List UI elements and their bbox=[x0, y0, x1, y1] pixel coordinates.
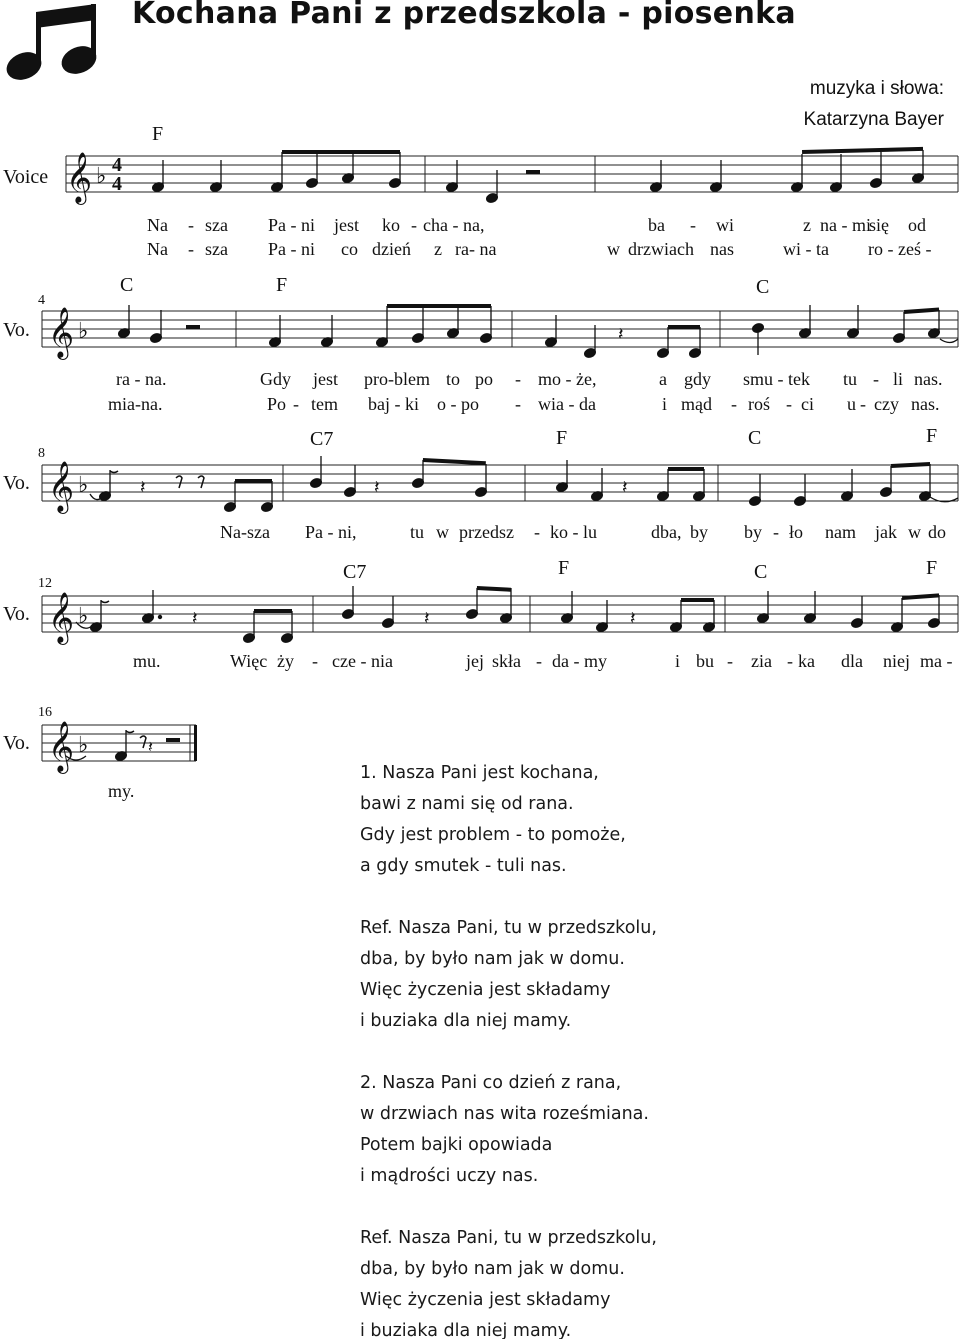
chord-symbol: F bbox=[558, 557, 570, 579]
lyric-syllable: tu bbox=[843, 369, 858, 389]
svg-text:𝄽: 𝄽 bbox=[622, 477, 628, 498]
lyric-syllable: smu - tek bbox=[743, 369, 810, 389]
stanza bbox=[360, 913, 657, 1037]
page-title: Kochana Pani z przedszkola - piosenka bbox=[132, 0, 796, 31]
stanza-line: Ref. Nasza Pani, tu w przedszkolu, bbox=[360, 1228, 657, 1248]
lyric-syllable: sza bbox=[205, 239, 228, 259]
chord-symbol: C7 bbox=[343, 561, 367, 583]
chord-symbol: F bbox=[556, 427, 568, 449]
stanza-line: w drzwiach nas wita roześmiana. bbox=[360, 1104, 649, 1124]
music-note-icon bbox=[4, 2, 104, 84]
lyric-syllable: a bbox=[659, 369, 667, 389]
stanza-line: Gdy jest problem - to pomoże, bbox=[360, 825, 626, 845]
lyric-syllable: nas. bbox=[911, 394, 940, 414]
lyric-syllable: dla bbox=[841, 651, 863, 671]
stanza-line: i buziaka dla niej mamy. bbox=[360, 1321, 572, 1339]
voice-label: Vo. bbox=[3, 319, 30, 341]
lyric-syllable: - bbox=[787, 651, 793, 671]
lyric-syllable: dba, bbox=[651, 522, 682, 542]
lyric-syllable: jest bbox=[334, 215, 359, 235]
lyric-syllable: drzwiach bbox=[628, 239, 694, 259]
lyric-syllable: - bbox=[773, 522, 779, 542]
measure-number: 8 bbox=[38, 446, 45, 461]
music-staff bbox=[0, 575, 960, 655]
lyric-syllable: od bbox=[908, 215, 926, 235]
chord-symbol: F bbox=[926, 425, 938, 447]
lyric-syllable: skła bbox=[492, 651, 521, 671]
lyric-syllable: da - my bbox=[552, 651, 607, 671]
lyric-syllable: i bbox=[662, 394, 668, 414]
lyric-syllable: po bbox=[475, 369, 493, 389]
stanza bbox=[360, 758, 657, 882]
svg-text:𝄽: 𝄽 bbox=[630, 608, 636, 629]
stanza-line: Więc życzenia jest składamy bbox=[360, 980, 611, 1000]
flat-icon: ♭ bbox=[78, 733, 89, 758]
lyric-syllable: - bbox=[188, 215, 194, 235]
lyric-syllable: li bbox=[893, 369, 904, 389]
svg-text:𝄽: 𝄽 bbox=[148, 737, 153, 756]
lyric-syllable: z bbox=[803, 215, 811, 235]
stanza-line: dba, by było nam jak w domu. bbox=[360, 949, 625, 969]
lyric-syllable: Pa - ni bbox=[268, 215, 315, 235]
lyric-syllable: by bbox=[690, 522, 708, 542]
voice-label: Vo. bbox=[3, 603, 30, 625]
chord-symbol: C bbox=[756, 276, 770, 298]
music-staff bbox=[0, 290, 960, 370]
lyric-syllable: - bbox=[312, 651, 318, 671]
stanza-line: dba, by było nam jak w domu. bbox=[360, 1259, 625, 1279]
lyric-syllable: baj - ki bbox=[368, 394, 419, 414]
measure-number: 4 bbox=[38, 293, 45, 308]
lyric-syllable: niej bbox=[883, 651, 910, 671]
lyric-syllable: ro - ześ - bbox=[868, 239, 932, 259]
music-staff bbox=[0, 140, 960, 220]
lyrics-text bbox=[360, 758, 657, 1339]
flat-icon: ♭ bbox=[96, 164, 107, 189]
lyric-syllable: wia - da bbox=[538, 394, 596, 414]
stanza bbox=[360, 1068, 657, 1192]
lyric-syllable: w bbox=[607, 239, 620, 259]
svg-text:4: 4 bbox=[112, 173, 122, 195]
lyric-syllable: nam bbox=[825, 522, 856, 542]
lyric-syllable: dzień bbox=[372, 239, 411, 259]
lyric-syllable: Na bbox=[147, 215, 168, 235]
chord-symbol: F bbox=[276, 274, 288, 296]
chord-symbol: C bbox=[754, 561, 768, 583]
credit-music-lyrics-label: muzyka i słowa: bbox=[809, 78, 944, 99]
lyric-syllable: - bbox=[411, 215, 417, 235]
lyric-syllable: gdy bbox=[684, 369, 711, 389]
lyric-syllable: roś bbox=[748, 394, 770, 414]
lyric-syllable: - bbox=[515, 369, 521, 389]
lyric-syllable: ra- na bbox=[455, 239, 497, 259]
lyric-syllable: co bbox=[341, 239, 358, 259]
flat-icon: ♭ bbox=[78, 473, 89, 498]
lyric-syllable: - bbox=[534, 522, 540, 542]
credit-author: Katarzyna Bayer bbox=[803, 109, 944, 130]
flat-icon: ♭ bbox=[78, 319, 89, 344]
lyric-syllable: ko bbox=[382, 215, 400, 235]
treble-clef-icon: 𝄞 bbox=[48, 592, 75, 643]
svg-text:4: 4 bbox=[112, 154, 122, 176]
treble-clef-icon: 𝄞 bbox=[66, 152, 93, 203]
lyric-syllable: do bbox=[928, 522, 946, 542]
lyric-syllable: ło bbox=[789, 522, 804, 542]
stanza-line: i mądrości uczy nas. bbox=[360, 1166, 539, 1186]
svg-text:𝄽: 𝄽 bbox=[192, 608, 198, 629]
lyric-syllable: Na bbox=[147, 239, 168, 259]
lyric-syllable: - bbox=[786, 394, 792, 414]
lyric-syllable: na - mi bbox=[820, 215, 871, 235]
lyric-syllable: ko - lu bbox=[550, 522, 597, 542]
lyric-syllable: by bbox=[744, 522, 762, 542]
stanza-line: Więc życzenia jest składamy bbox=[360, 1290, 611, 1310]
stanza bbox=[360, 1223, 657, 1339]
lyric-syllable: - bbox=[690, 215, 696, 235]
svg-text:𝄽: 𝄽 bbox=[374, 477, 380, 498]
stanza-line: 2. Nasza Pani co dzień z rana, bbox=[360, 1073, 622, 1093]
lyric-syllable: jest bbox=[313, 369, 338, 389]
music-staff bbox=[0, 445, 960, 525]
lyric-syllable: czy bbox=[874, 394, 899, 414]
lyric-syllable: bu bbox=[696, 651, 714, 671]
stanza-line: Potem bajki opowiada bbox=[360, 1135, 553, 1155]
lyric-syllable: jej bbox=[466, 651, 484, 671]
measure-number: 12 bbox=[38, 576, 52, 591]
lyric-syllable: ma - bbox=[920, 651, 953, 671]
lyric-syllable: - bbox=[860, 394, 866, 414]
lyric-syllable: przedsz bbox=[459, 522, 514, 542]
lyric-syllable: ci bbox=[801, 394, 814, 414]
lyric-syllable: Pa - ni bbox=[268, 239, 315, 259]
lyric-syllable: ży bbox=[277, 651, 294, 671]
treble-clef-icon: 𝄞 bbox=[48, 721, 75, 772]
lyric-syllable: zia bbox=[751, 651, 772, 671]
lyric-syllable: - bbox=[727, 651, 733, 671]
lyric-syllable: mo - że, bbox=[538, 369, 597, 389]
lyric-syllable: w bbox=[436, 522, 449, 542]
lyric-syllable: wi - ta bbox=[783, 239, 829, 259]
stanza-line: i buziaka dla niej mamy. bbox=[360, 1011, 572, 1031]
chord-symbol: F bbox=[152, 123, 164, 145]
voice-label: Vo. bbox=[3, 472, 30, 494]
lyric-syllable: cze - nia bbox=[332, 651, 393, 671]
lyric-syllable: ka bbox=[798, 651, 815, 671]
lyric-syllable: - bbox=[188, 239, 194, 259]
lyric-syllable: cha - na, bbox=[423, 215, 485, 235]
lyric-syllable: Pa - ni, bbox=[305, 522, 357, 542]
stanza-line: Ref. Nasza Pani, tu w przedszkolu, bbox=[360, 918, 657, 938]
chord-symbol: F bbox=[926, 557, 938, 579]
lyric-syllable: się bbox=[869, 215, 889, 235]
measure-number: 16 bbox=[38, 705, 52, 720]
stanza-line: 1. Nasza Pani jest kochana, bbox=[360, 763, 599, 783]
lyric-syllable: nas bbox=[710, 239, 734, 259]
lyric-syllable: nas. bbox=[914, 369, 943, 389]
lyric-syllable: i bbox=[675, 651, 681, 671]
svg-text:𝄽: 𝄽 bbox=[424, 608, 430, 629]
lyric-syllable: o - po bbox=[437, 394, 479, 414]
lyric-syllable: Po bbox=[267, 394, 287, 414]
lyric-syllable: wi bbox=[716, 215, 734, 235]
stanza-line: bawi z nami się od rana. bbox=[360, 794, 574, 814]
treble-clef-icon: 𝄞 bbox=[48, 461, 75, 512]
voice-label: Vo. bbox=[3, 732, 30, 754]
lyric-syllable: sza bbox=[205, 215, 228, 235]
lyric-syllable: Więc bbox=[230, 651, 268, 671]
lyric-syllable: - bbox=[293, 394, 299, 414]
lyric-syllable: tem bbox=[311, 394, 338, 414]
lyric-syllable: my. bbox=[108, 781, 135, 801]
chord-symbol: C bbox=[748, 427, 762, 449]
svg-text:𝄽: 𝄽 bbox=[618, 324, 624, 345]
chord-symbol: C bbox=[120, 274, 134, 296]
lyric-syllable: mąd bbox=[681, 394, 712, 414]
treble-clef-icon: 𝄞 bbox=[48, 307, 75, 358]
lyric-syllable: - bbox=[515, 394, 521, 414]
lyric-syllable: mu. bbox=[133, 651, 161, 671]
lyric-syllable: pro-blem bbox=[364, 369, 430, 389]
lyric-syllable: - bbox=[731, 394, 737, 414]
lyric-syllable: Na-sza bbox=[220, 522, 270, 542]
flat-icon: ♭ bbox=[78, 604, 89, 629]
lyric-syllable: tu bbox=[410, 522, 425, 542]
lyric-syllable: Gdy bbox=[260, 369, 291, 389]
lyric-syllable: - bbox=[536, 651, 542, 671]
lyric-syllable: to bbox=[446, 369, 461, 389]
lyric-syllable: mia-na. bbox=[108, 394, 163, 414]
stanza-line: a gdy smutek - tuli nas. bbox=[360, 856, 567, 876]
lyric-syllable: - bbox=[873, 369, 879, 389]
lyric-syllable: w bbox=[908, 522, 921, 542]
svg-text:𝄽: 𝄽 bbox=[140, 477, 146, 498]
chord-symbol: C7 bbox=[310, 428, 334, 450]
lyric-syllable: z bbox=[434, 239, 442, 259]
voice-label: Voice bbox=[3, 166, 49, 188]
lyric-syllable: u bbox=[847, 394, 856, 414]
lyric-syllable: ba bbox=[648, 215, 665, 235]
lyric-syllable: ra - na. bbox=[116, 369, 167, 389]
lyric-syllable: jak bbox=[875, 522, 897, 542]
